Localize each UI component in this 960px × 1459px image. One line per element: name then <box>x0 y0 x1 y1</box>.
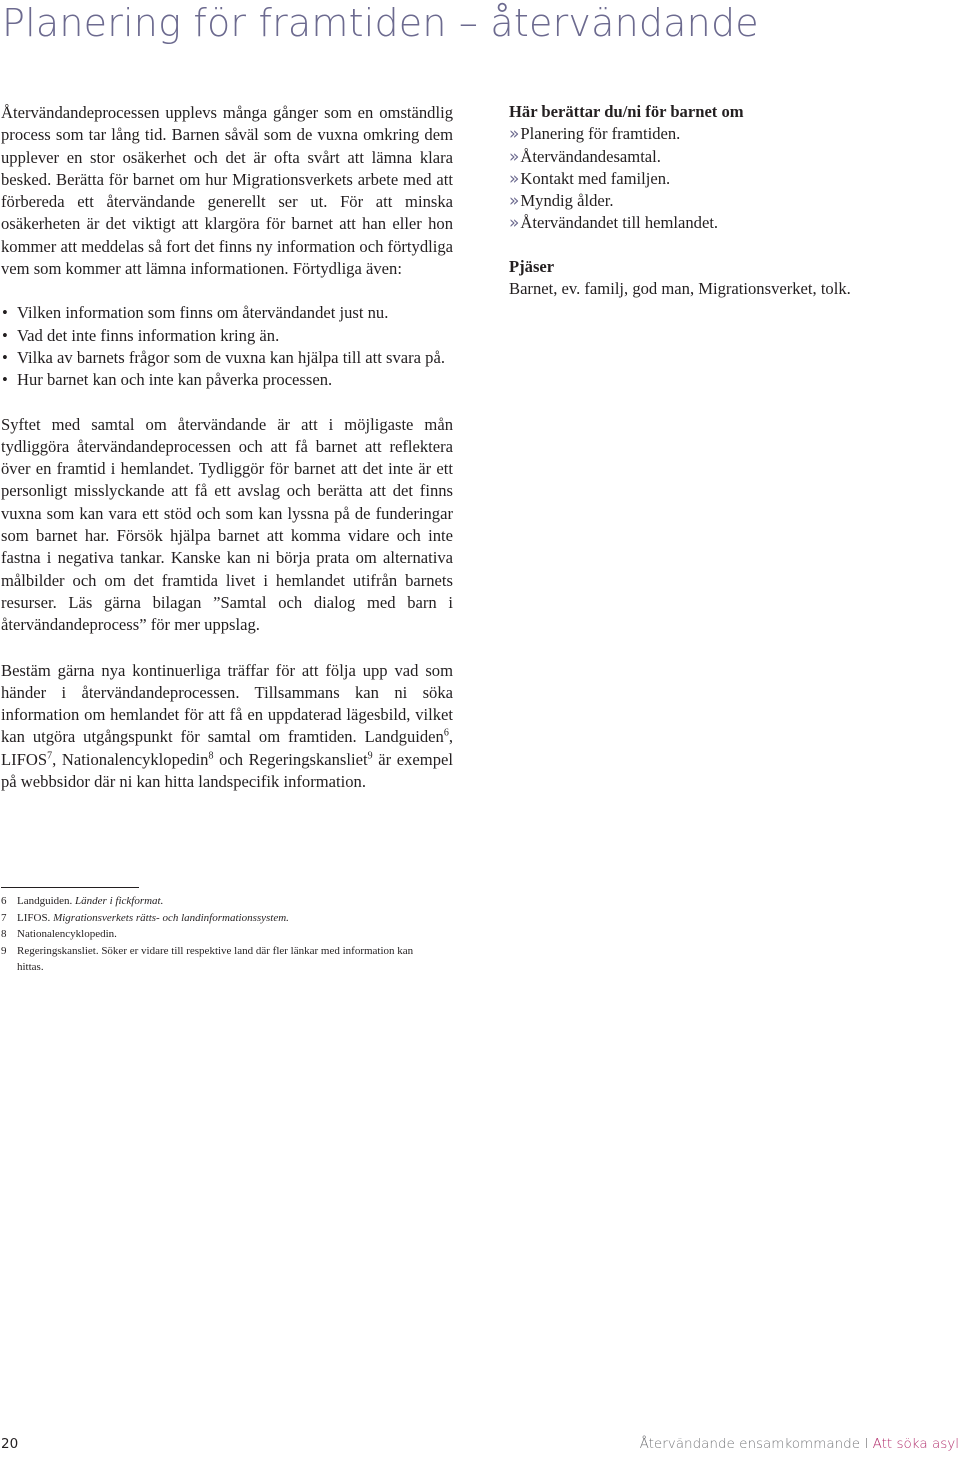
topic-item <box>509 123 929 145</box>
footnote-italic: Länder i fickformat. <box>75 895 164 907</box>
bullet-text: Vad det inte finns information kring än. <box>17 325 280 345</box>
main-text-column <box>1 102 453 793</box>
bullet-icon: • <box>2 303 8 323</box>
footnote-ref-9: 9 <box>367 750 373 762</box>
topic-label: Återvändandesamtal. <box>520 146 661 166</box>
pjaser-text: Barnet, ev. familj, god man, Migrationsverket, tolk. <box>509 279 851 299</box>
pjaser-heading: Pjäser <box>509 256 555 276</box>
bullet-icon: • <box>2 370 8 390</box>
topic-item <box>509 168 929 190</box>
footnote-7 <box>1 910 421 927</box>
chevron-right-icon: » <box>509 168 520 189</box>
footnote-6 <box>1 893 421 910</box>
bullet-item <box>1 347 453 369</box>
footer-separator: I <box>864 1436 869 1452</box>
followup-paragraph <box>1 660 453 794</box>
bullet-text: Vilka av barnets frågor som de vuxna kan hjälpa till att svara på. <box>17 347 445 367</box>
footnote-number: 8 <box>1 928 7 940</box>
sidebar-box <box>509 101 929 300</box>
topic-item <box>509 212 929 234</box>
footnote-number: 7 <box>1 911 7 924</box>
chevron-right-icon: » <box>509 146 520 167</box>
footnote-ref-8: 8 <box>208 750 214 762</box>
intro-paragraph: Återvändandeprocessen upplevs många gånger som en omständlig process som tar lång tid. Barnen såväl som de vuxna omkring dem upplever en stor osäkerhet och det är ofta svårt att lämna klara besked. Berätta för barnet om hur Migrationsverkets arbete med att förbereda ett återvändande generellt ser ut. För att minska osäkerheten är det viktigt att klargöra för barnet att han eller hon kommer att meddelas så fort det finns ny information och förtydliga vem som kommer att lämna informationen. Förtydliga även: <box>1 103 453 279</box>
bullet-item <box>1 302 453 324</box>
footnote-number: 6 <box>1 895 7 907</box>
followup-text-1: Bestäm gärna nya kontinuerliga träffar för att följa upp vad som händer i återvändandeprocessen. Tillsammans kan ni söka information om hemlandet för att få en uppdaterad lägesbild, vilket kan utgöra utgångspunkt för samtal om framtiden. Landguiden <box>1 660 453 747</box>
running-footer <box>640 1436 959 1452</box>
page-title: Planering för framtiden – återvändande <box>2 1 759 45</box>
topic-list <box>509 123 929 234</box>
footnote-text: LIFOS. <box>17 911 54 924</box>
footnote-text: Regeringskansliet. Söker er vidare till respektive land där fler länkar med information kan hittas. <box>17 944 414 973</box>
footnote-text: Landguiden. <box>17 895 76 907</box>
sidebar-heading: Här berättar du/ni för barnet om <box>509 102 744 121</box>
topic-label: Kontakt med familjen. <box>520 168 671 188</box>
section-title: Att söka asyl <box>872 1436 959 1452</box>
footnote-9 <box>1 943 421 976</box>
chevron-right-icon: » <box>509 213 520 234</box>
topic-label: Återvändandet till hemlandet. <box>520 213 719 233</box>
bullet-text: Vilken information som finns om återvändandet just nu. <box>17 303 389 323</box>
bullet-item <box>1 369 453 391</box>
publication-title: Återvändande ensamkommande <box>639 1436 861 1452</box>
footnote-number: 9 <box>1 944 7 957</box>
chevron-right-icon: » <box>509 191 520 212</box>
page-footer <box>0 1436 960 1456</box>
followup-text-3: , Nationalencyklopedin <box>52 749 209 769</box>
bullet-item <box>1 325 453 347</box>
bullet-list <box>1 302 453 391</box>
bullet-icon: • <box>2 347 8 367</box>
followup-text-5: är exempel på webbsidor där ni kan hitta landspecifik information. <box>1 749 453 792</box>
page-number: 20 <box>1 1436 19 1452</box>
footnote-italic: Migrationsverkets rätts- och landinformationssystem. <box>53 911 289 924</box>
footnote-8 <box>1 926 421 943</box>
topic-label: Planering för framtiden. <box>520 124 681 144</box>
topic-item <box>509 190 929 212</box>
footnote-ref-7: 7 <box>47 750 53 762</box>
footnotes <box>1 893 421 976</box>
footnote-ref-6: 6 <box>443 727 449 739</box>
followup-text-4: och Regeringskansliet <box>213 749 368 769</box>
followup-text-2: , LIFOS <box>1 727 453 769</box>
topic-item <box>509 146 929 168</box>
bullet-icon: • <box>2 325 8 345</box>
bullet-text: Hur barnet kan och inte kan påverka processen. <box>17 370 333 390</box>
topic-label: Myndig ålder. <box>520 191 614 211</box>
purpose-paragraph: Syftet med samtal om återvändande är att i möjligaste mån tydliggöra återvändandeprocessen och att få barnet att reflektera över en framtid i hemlandet. Tydliggör för barnet att det inte är ett personligt misslyckande att få ett avslag och berätta att det finns vuxna som kan vara ett stöd och som kan lyssna på de funderingar som barnet har. Försök hjälpa barnet att komma vidare och inte fastna i negativa tankar. Kanske kan ni börja prata om alternativa målbilder och om det framtida livet i hemlandet utifrån barnets resurser. Läs gärna bilagan ”Samtal och dialog med barn i återvändandeprocess” för mer uppslag. <box>1 414 453 635</box>
footnote-text: Nationalencyklopedin. <box>17 928 117 940</box>
chevron-right-icon: » <box>509 124 520 145</box>
footnote-divider <box>1 887 139 888</box>
